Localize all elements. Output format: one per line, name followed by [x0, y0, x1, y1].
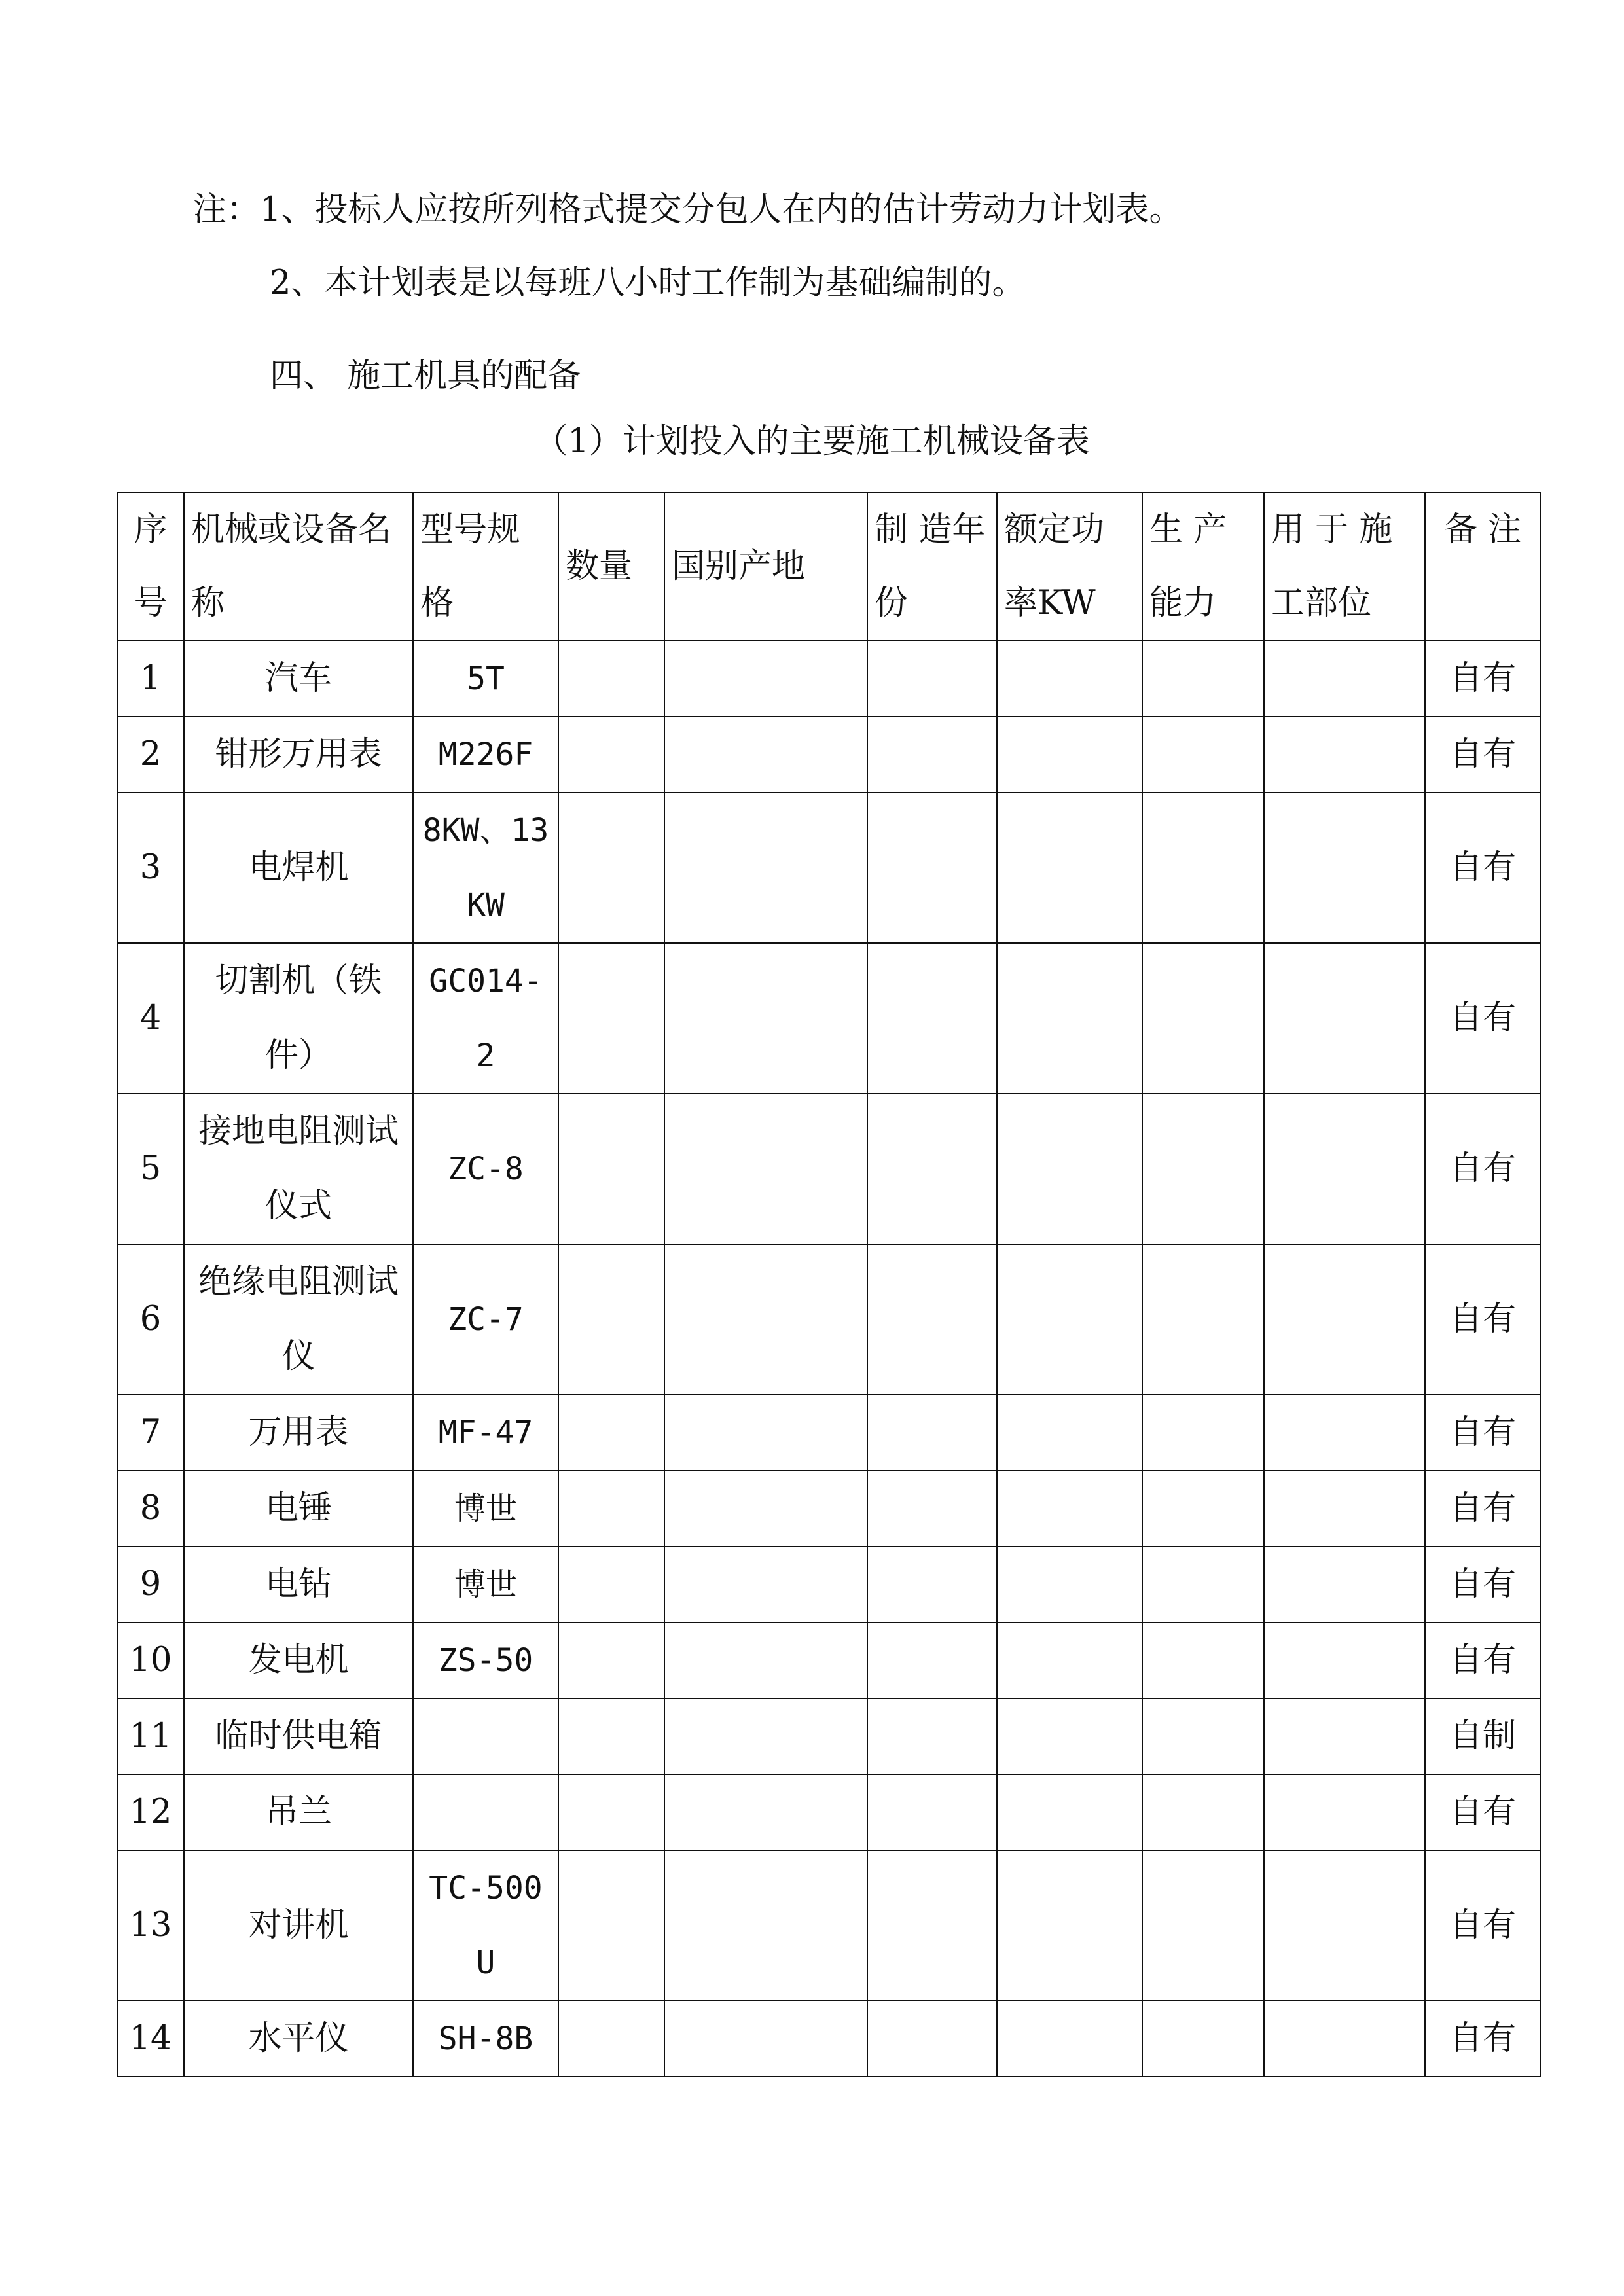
cell-remark: 自有	[1425, 1850, 1540, 2001]
cell-capacity	[1142, 2001, 1264, 2077]
cell-no: 12	[117, 1774, 184, 1850]
header-cell-spec: 型号规格	[413, 493, 558, 641]
cell-year	[867, 1395, 997, 1471]
cell-name: 切割机（铁件）	[184, 943, 413, 1094]
table-row	[117, 1774, 1540, 1850]
cell-year	[867, 717, 997, 793]
table-row	[117, 1244, 1540, 1395]
header-cell-name: 机械或设备名称	[184, 493, 413, 641]
cell-usage	[1264, 1623, 1425, 1698]
cell-spec	[413, 1774, 558, 1850]
cell-capacity	[1142, 717, 1264, 793]
cell-power	[997, 1547, 1142, 1623]
cell-spec: ZC-8	[413, 1094, 558, 1244]
cell-year	[867, 1094, 997, 1244]
cell-power	[997, 1774, 1142, 1850]
cell-usage	[1264, 1094, 1425, 1244]
cell-origin	[664, 1774, 867, 1850]
table-row	[117, 2001, 1540, 2077]
cell-spec: TC-500U	[413, 1850, 558, 2001]
cell-usage	[1264, 1698, 1425, 1774]
cell-no: 6	[117, 1244, 184, 1395]
cell-spec: 博世	[413, 1547, 558, 1623]
cell-power	[997, 1623, 1142, 1698]
cell-name: 对讲机	[184, 1850, 413, 2001]
cell-power	[997, 717, 1142, 793]
cell-power	[997, 1698, 1142, 1774]
table-row	[117, 641, 1540, 717]
table-row	[117, 1471, 1540, 1547]
cell-no: 13	[117, 1850, 184, 2001]
cell-year	[867, 2001, 997, 2077]
note-line-1: 注：1、投标人应按所列格式提交分包人在内的估计劳动力计划表。	[193, 190, 1183, 229]
cell-power	[997, 1395, 1142, 1471]
cell-qty	[558, 1471, 664, 1547]
cell-power	[997, 641, 1142, 717]
cell-usage	[1264, 2001, 1425, 2077]
cell-power	[997, 2001, 1142, 2077]
cell-no: 9	[117, 1547, 184, 1623]
cell-qty	[558, 943, 664, 1094]
cell-qty	[558, 1623, 664, 1698]
cell-no: 7	[117, 1395, 184, 1471]
cell-origin	[664, 793, 867, 943]
cell-origin	[664, 1395, 867, 1471]
note-line-2: 2、本计划表是以每班八小时工作制为基础编制的。	[270, 264, 1026, 302]
cell-capacity	[1142, 793, 1264, 943]
cell-origin	[664, 1850, 867, 2001]
cell-no: 1	[117, 641, 184, 717]
cell-year	[867, 943, 997, 1094]
table-row	[117, 1623, 1540, 1698]
cell-capacity	[1142, 1471, 1264, 1547]
cell-remark: 自有	[1425, 1094, 1540, 1244]
cell-remark: 自有	[1425, 1244, 1540, 1395]
cell-qty	[558, 793, 664, 943]
cell-usage	[1264, 1471, 1425, 1547]
cell-origin	[664, 943, 867, 1094]
table-header-row	[117, 493, 1540, 641]
cell-no: 5	[117, 1094, 184, 1244]
table-row	[117, 1698, 1540, 1774]
section-title: 四、 施工机具的配备	[270, 357, 581, 395]
cell-capacity	[1142, 1850, 1264, 2001]
cell-name: 发电机	[184, 1623, 413, 1698]
cell-capacity	[1142, 943, 1264, 1094]
cell-remark: 自有	[1425, 793, 1540, 943]
cell-qty	[558, 1094, 664, 1244]
cell-year	[867, 1698, 997, 1774]
cell-usage	[1264, 641, 1425, 717]
cell-qty	[558, 1547, 664, 1623]
cell-year	[867, 793, 997, 943]
cell-name: 电钻	[184, 1547, 413, 1623]
table-row	[117, 717, 1540, 793]
cell-remark: 自有	[1425, 1395, 1540, 1471]
cell-capacity	[1142, 1094, 1264, 1244]
cell-remark: 自有	[1425, 1623, 1540, 1698]
cell-remark: 自有	[1425, 2001, 1540, 2077]
cell-name: 电焊机	[184, 793, 413, 943]
cell-spec: ZC-7	[413, 1244, 558, 1395]
cell-no: 4	[117, 943, 184, 1094]
cell-capacity	[1142, 1774, 1264, 1850]
cell-origin	[664, 1471, 867, 1547]
cell-name: 电锤	[184, 1471, 413, 1547]
cell-spec: ZS-50	[413, 1623, 558, 1698]
header-cell-remark: 备 注	[1425, 493, 1540, 641]
cell-no: 2	[117, 717, 184, 793]
cell-usage	[1264, 1850, 1425, 2001]
table-row	[117, 1547, 1540, 1623]
cell-qty	[558, 641, 664, 717]
cell-year	[867, 1623, 997, 1698]
header-cell-year: 制 造年份	[867, 493, 997, 641]
cell-capacity	[1142, 641, 1264, 717]
cell-usage	[1264, 943, 1425, 1094]
cell-remark: 自制	[1425, 1698, 1540, 1774]
cell-remark: 自有	[1425, 717, 1540, 793]
cell-year	[867, 1471, 997, 1547]
cell-name: 万用表	[184, 1395, 413, 1471]
cell-capacity	[1142, 1547, 1264, 1623]
cell-remark: 自有	[1425, 1774, 1540, 1850]
cell-remark: 自有	[1425, 943, 1540, 1094]
cell-name: 汽车	[184, 641, 413, 717]
cell-usage	[1264, 1244, 1425, 1395]
cell-qty	[558, 717, 664, 793]
header-cell-origin: 国别产地	[664, 493, 867, 641]
cell-capacity	[1142, 1698, 1264, 1774]
cell-capacity	[1142, 1244, 1264, 1395]
cell-year	[867, 641, 997, 717]
header-cell-usage: 用 于 施工部位	[1264, 493, 1425, 641]
cell-power	[997, 1244, 1142, 1395]
cell-no: 3	[117, 793, 184, 943]
cell-name: 钳形万用表	[184, 717, 413, 793]
cell-name: 绝缘电阻测试仪	[184, 1244, 413, 1395]
cell-year	[867, 1850, 997, 2001]
cell-usage	[1264, 1395, 1425, 1471]
cell-year	[867, 1244, 997, 1395]
cell-remark: 自有	[1425, 1471, 1540, 1547]
cell-qty	[558, 1698, 664, 1774]
cell-origin	[664, 1698, 867, 1774]
cell-remark: 自有	[1425, 1547, 1540, 1623]
cell-name: 临时供电箱	[184, 1698, 413, 1774]
header-cell-no: 序号	[117, 493, 184, 641]
cell-usage	[1264, 793, 1425, 943]
table-row	[117, 1094, 1540, 1244]
cell-spec	[413, 1698, 558, 1774]
cell-spec: SH-8B	[413, 2001, 558, 2077]
cell-no: 10	[117, 1623, 184, 1698]
cell-usage	[1264, 1547, 1425, 1623]
cell-origin	[664, 641, 867, 717]
cell-qty	[558, 1850, 664, 2001]
cell-spec: MF-47	[413, 1395, 558, 1471]
cell-power	[997, 1850, 1142, 2001]
table-row	[117, 1395, 1540, 1471]
cell-origin	[664, 2001, 867, 2077]
cell-qty	[558, 2001, 664, 2077]
cell-origin	[664, 717, 867, 793]
cell-spec: 8KW、13KW	[413, 793, 558, 943]
cell-origin	[664, 1547, 867, 1623]
table-row	[117, 793, 1540, 943]
cell-spec: M226F	[413, 717, 558, 793]
cell-origin	[664, 1094, 867, 1244]
cell-no: 8	[117, 1471, 184, 1547]
cell-spec: GC014-2	[413, 943, 558, 1094]
cell-spec: 5T	[413, 641, 558, 717]
cell-power	[997, 1094, 1142, 1244]
header-cell-qty: 数量	[558, 493, 664, 641]
cell-qty	[558, 1244, 664, 1395]
cell-remark: 自有	[1425, 641, 1540, 717]
cell-power	[997, 793, 1142, 943]
cell-qty	[558, 1395, 664, 1471]
cell-origin	[664, 1244, 867, 1395]
cell-year	[867, 1547, 997, 1623]
cell-origin	[664, 1623, 867, 1698]
cell-name: 水平仪	[184, 2001, 413, 2077]
table-row	[117, 1850, 1540, 2001]
cell-no: 11	[117, 1698, 184, 1774]
cell-capacity	[1142, 1395, 1264, 1471]
cell-capacity	[1142, 1623, 1264, 1698]
cell-power	[997, 943, 1142, 1094]
cell-name: 接地电阻测试仪式	[184, 1094, 413, 1244]
header-cell-power: 额定功率KW	[997, 493, 1142, 641]
cell-year	[867, 1774, 997, 1850]
cell-no: 14	[117, 2001, 184, 2077]
cell-qty	[558, 1774, 664, 1850]
table-row	[117, 943, 1540, 1094]
table-caption: （1）计划投入的主要施工机械设备表	[534, 422, 1090, 461]
cell-usage	[1264, 1774, 1425, 1850]
cell-name: 吊兰	[184, 1774, 413, 1850]
cell-spec: 博世	[413, 1471, 558, 1547]
equipment-table	[117, 492, 1541, 2077]
cell-power	[997, 1471, 1142, 1547]
header-cell-capacity: 生 产能力	[1142, 493, 1264, 641]
cell-usage	[1264, 717, 1425, 793]
